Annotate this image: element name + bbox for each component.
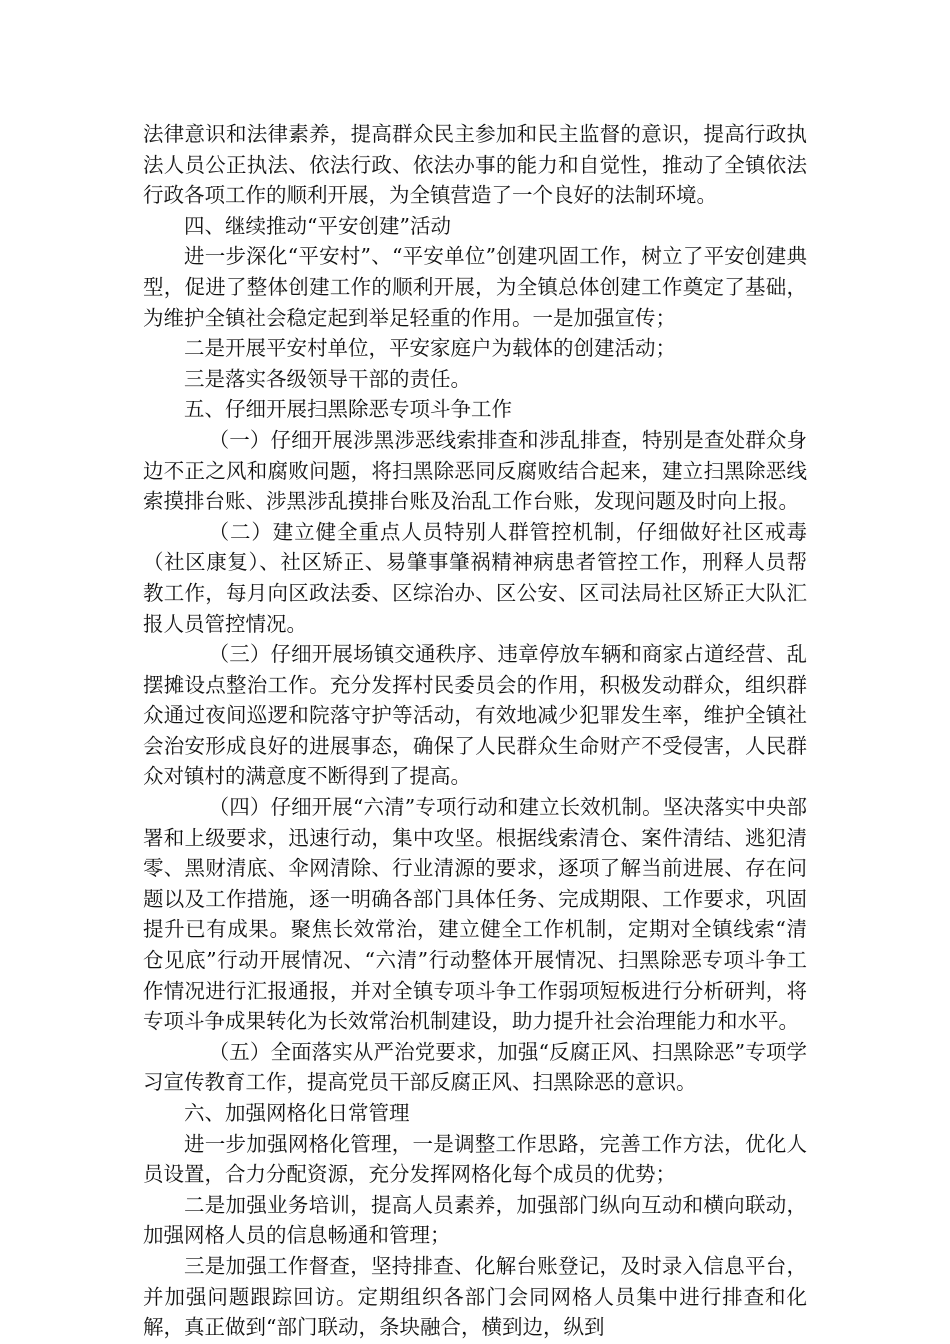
- section-heading-6: 六、加强网格化日常管理: [184, 1101, 410, 1125]
- paragraph-continuation: 法律意识和法律素养，提高群众民主参加和民主监督的意识，提高行政执法人员公正执法、依法行政、依法办事的能力和自觉性，推动了全镇依法行政各项工作的顺利开展，为全镇营造了一个良好的法制环境。: [143, 122, 807, 208]
- paragraph: 二是加强业务培训，提高人员素养，加强部门纵向互动和横向联动，加强网格人员的信息畅通和管理；: [143, 1192, 807, 1248]
- sub-item-3: （三）仔细开展场镇交通秩序、违章停放车辆和商家占道经营、乱摆摊设点整治工作。充分发挥村民委员会的作用，积极发动群众，组织群众通过夜间巡逻和院落守护等活动，有效地减少犯罪发生率，维护全镇社会治安形成良好的进展事态，确保了人民群众生命财产不受侵害，人民群众对镇村的满意度不断得到了提高。: [143, 642, 807, 789]
- section-heading-4: 四、继续推动“平安创建”活动: [184, 213, 451, 238]
- sub-item-2: （二）建立健全重点人员特别人群管控机制，仔细做好社区戒毒（社区康复）、社区矫正、易肇事肇祸精神病患者管控工作，刑释人员帮教工作，每月向区政法委、区综治办、区公安、区司法局社区矫正大队汇报人员管控情况。: [143, 519, 807, 636]
- paragraph: 三是落实各级领导干部的责任。: [184, 366, 471, 391]
- paragraph: 进一步深化“平安村”、“平安单位”创建巩固工作，树立了平安创建典型，促进了整体创建工作的顺利开展，为全镇总体创建工作奠定了基础，为维护全镇社会稳定起到举足轻重的作用。一是加强宣传；: [143, 244, 807, 330]
- sub-item-4: （四）仔细开展“六清”专项行动和建立长效机制。坚决落实中央部署和上级要求，迅速行动，集中攻坚。根据线索清仓、案件清结、逃犯清零、黑财清底、伞网清除、行业清源的要求，逐项了解当前进展、存在问题以及工作措施，逐一明确各部门具体任务、完成期限、工作要求，巩固提升已有成果。聚焦长效常治，建立健全工作机制，定期对全镇线索“清仓见底”行动开展情况、“六清”行动整体开展情况、扫黑除恶专项斗争工作情况进行汇报通报，并对全镇专项斗争工作弱项短板进行分析研判，将专项斗争成果转化为长效常治机制建设，助力提升社会治理能力和水平。: [143, 795, 807, 1034]
- paragraph: 二是开展平安村单位，平安家庭户为载体的创建活动；: [184, 336, 676, 361]
- section-heading-5: 五、仔细开展扫黑除恶专项斗争工作: [184, 397, 512, 422]
- sub-item-1: （一）仔细开展涉黑涉恶线索排查和涉乱排查，特别是查处群众身边不正之风和腐败问题，将扫黑除恶同反腐败结合起来，建立扫黑除恶线索摸排台账、涉黑涉乱摸排台账及治乱工作台账，发现问题及时向上报。: [143, 427, 807, 514]
- document-page: [143, 119, 807, 1343]
- paragraph: 三是加强工作督查，坚持排查、化解台账登记，及时录入信息平台，并加强问题跟踪回访。定期组织各部门会同网格人员集中进行排查和化解，真正做到“部门联动，条块融合，横到边，纵到: [143, 1253, 807, 1340]
- sub-item-5: （五）全面落实从严治党要求，加强“反腐正风、扫黑除恶”专项学习宣传教育工作，提高党员干部反腐正风、扫黑除恶的意识。: [143, 1039, 807, 1095]
- paragraph: 进一步加强网格化管理，一是调整工作思路，完善工作方法，优化人员设置，合力分配资源，充分发挥网格化每个成员的优势；: [143, 1131, 807, 1187]
